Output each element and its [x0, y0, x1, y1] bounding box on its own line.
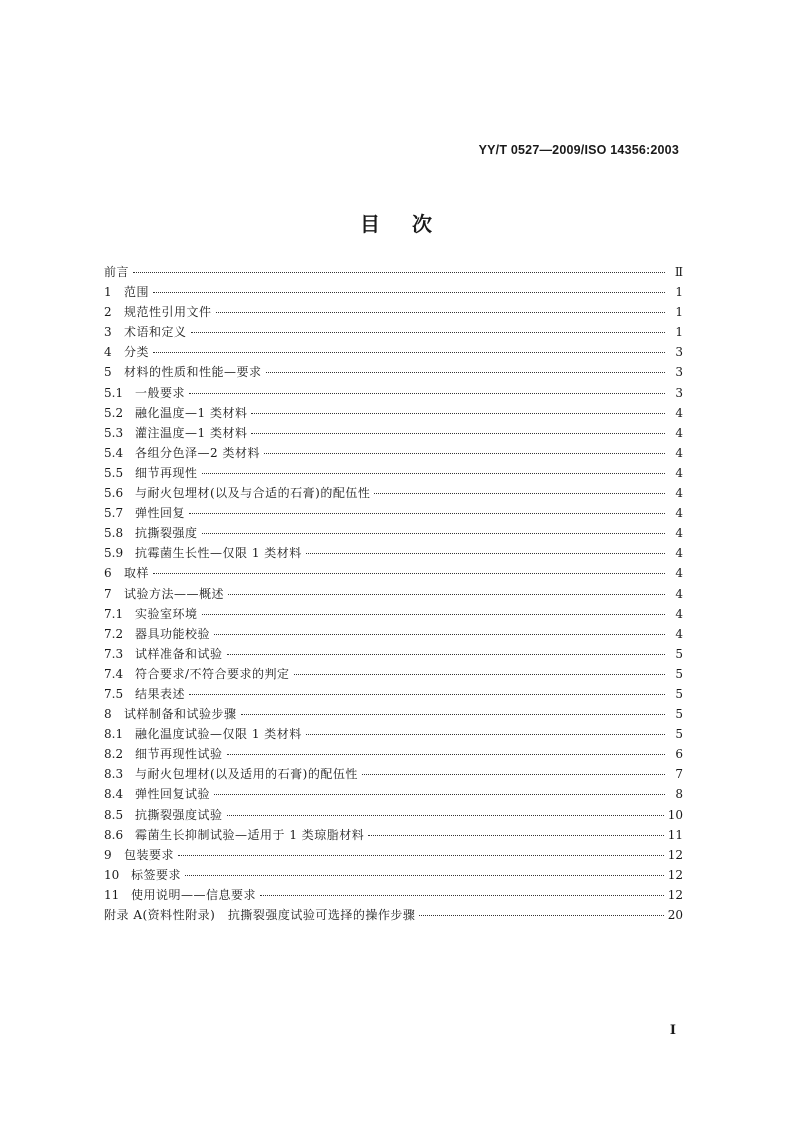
toc-entry-title: 前言 — [104, 265, 130, 279]
toc-entry-title: 试样准备和试验 — [135, 646, 223, 661]
toc-entry-title: 细节再现性试验 — [135, 747, 223, 762]
toc-leader-dots — [294, 674, 665, 675]
toc-leader-dots — [306, 734, 665, 735]
toc-entry[interactable] — [104, 865, 683, 885]
toc-entry-title: 细节再现性 — [135, 465, 198, 480]
toc-entry[interactable] — [104, 483, 683, 503]
toc-entry-title: 试验方法——概述 — [124, 586, 225, 601]
toc-entry-title: 结果表述 — [135, 686, 186, 701]
toc-entry-number: 7.5 — [104, 686, 124, 701]
toc-entry-number: 5.3 — [104, 425, 124, 440]
toc-entry-page: 3 — [675, 385, 683, 400]
toc-entry-page: 5 — [675, 727, 683, 742]
toc-entry-title: 各组分色泽—2 类材料 — [135, 445, 260, 460]
toc-entry-title: 标签要求 — [131, 867, 182, 882]
toc-entry-page: 4 — [675, 506, 683, 521]
toc-leader-dots — [153, 573, 665, 574]
toc-entry-title: 灌注温度—1 类材料 — [135, 425, 248, 440]
toc-entry-title: 抗撕裂强度 — [135, 526, 198, 541]
toc-entry-number: 8.4 — [104, 787, 124, 802]
toc-entry-page: 1 — [675, 305, 683, 320]
toc-entry-number: 5.2 — [104, 405, 124, 420]
toc-entry-number: 7.1 — [104, 606, 124, 621]
toc-entry-title: 霉菌生长抑制试验—适用于 1 类琼脂材料 — [135, 827, 365, 842]
toc-leader-dots — [419, 915, 663, 916]
toc-leader-dots — [251, 433, 665, 434]
toc-entry-title: 弹性回复 — [135, 506, 186, 521]
toc-leader-dots — [251, 413, 665, 414]
toc-entry-number: 10 — [104, 867, 120, 882]
toc-entry-page: 4 — [675, 546, 683, 561]
toc-leader-dots — [189, 513, 665, 514]
toc-entry[interactable] — [104, 423, 683, 443]
toc-entry-page: 5 — [675, 666, 683, 681]
toc-entry-page: 7 — [675, 767, 683, 782]
toc-entry-number: 5.1 — [104, 385, 124, 400]
toc-entry-title: 分类 — [124, 345, 150, 360]
toc-leader-dots — [214, 794, 665, 795]
title-char-1: 目 — [360, 212, 380, 236]
toc-leader-dots — [227, 815, 664, 816]
toc-leader-dots — [306, 553, 665, 554]
toc-entry-number: 1 — [104, 285, 112, 300]
title-char-2: 次 — [412, 212, 432, 236]
toc-entry-title: 与耐火包埋材(以及与合适的石膏)的配伍性 — [135, 486, 371, 501]
toc-leader-dots — [266, 372, 665, 373]
toc-leader-dots — [185, 875, 664, 876]
toc-entry-number: 7.2 — [104, 626, 124, 641]
toc-leader-dots — [202, 473, 665, 474]
toc-entry-number: 7 — [104, 586, 112, 601]
toc-entry-number: 8.1 — [104, 727, 124, 742]
toc-entry-page: 4 — [675, 465, 683, 480]
toc-entry-page: 4 — [675, 586, 683, 601]
toc-entry-title: 规范性引用文件 — [124, 305, 212, 320]
toc-leader-dots — [189, 393, 665, 394]
toc-entry-page: 12 — [667, 887, 683, 902]
toc-leader-dots — [374, 493, 665, 494]
toc-entry[interactable] — [104, 262, 683, 282]
toc-entry-number: 7.3 — [104, 646, 124, 661]
toc-entry-page: Ⅱ — [674, 265, 683, 279]
page-folio: I — [669, 1023, 676, 1038]
toc-leader-dots — [153, 292, 665, 293]
toc-entry-title: 融化温度—1 类材料 — [135, 405, 248, 420]
toc-entry[interactable] — [104, 563, 683, 583]
toc-entry[interactable] — [104, 523, 683, 543]
toc-entry-number: 6 — [104, 566, 112, 581]
toc-entry[interactable] — [104, 704, 683, 724]
toc-entry[interactable] — [104, 744, 683, 764]
toc-entry[interactable] — [104, 784, 683, 804]
toc-entry-page: 20 — [667, 908, 683, 922]
toc-leader-dots — [228, 594, 665, 595]
toc-entry[interactable] — [104, 764, 683, 784]
toc-leader-dots — [214, 634, 665, 635]
toc-entry-title: 器具功能校验 — [135, 626, 211, 641]
toc-entry[interactable] — [104, 342, 683, 362]
toc-entry-number: 8.2 — [104, 747, 124, 762]
toc-entry-page: 11 — [667, 827, 683, 842]
toc-entry-title: 弹性回复试验 — [135, 787, 211, 802]
toc-entry[interactable] — [104, 624, 683, 644]
toc-entry-page: 4 — [675, 486, 683, 501]
toc-entry-title: 使用说明——信息要求 — [131, 887, 257, 902]
toc-entry[interactable] — [104, 805, 683, 825]
toc-entry-page: 5 — [675, 686, 683, 701]
table-of-contents — [104, 262, 683, 925]
toc-leader-dots — [227, 654, 665, 655]
toc-entry[interactable] — [104, 503, 683, 523]
toc-entry-page: 4 — [675, 626, 683, 641]
toc-entry[interactable] — [104, 463, 683, 483]
toc-entry-number: 11 — [104, 887, 120, 902]
toc-entry-page: 1 — [675, 325, 683, 340]
toc-entry-number: 9 — [104, 847, 112, 862]
toc-leader-dots — [153, 352, 665, 353]
toc-entry[interactable] — [104, 362, 683, 382]
toc-entry-page: 4 — [675, 445, 683, 460]
toc-entry[interactable] — [104, 543, 683, 563]
toc-entry-title: 包装要求 — [124, 847, 175, 862]
toc-entry-page: 12 — [667, 847, 683, 862]
toc-entry-title: 附录 A(资料性附录) 抗撕裂强度试验可选择的操作步骤 — [104, 908, 416, 922]
toc-entry-title: 抗霉菌生长性—仅限 1 类材料 — [135, 546, 302, 561]
toc-leader-dots — [260, 895, 664, 896]
toc-entry[interactable] — [104, 322, 683, 342]
toc-entry-number: 5.7 — [104, 506, 124, 521]
toc-entry[interactable] — [104, 604, 683, 624]
toc-leader-dots — [191, 332, 665, 333]
toc-entry-page: 4 — [675, 566, 683, 581]
toc-entry-title: 试样制备和试验步骤 — [124, 707, 237, 722]
toc-entry-title: 符合要求/不符合要求的判定 — [135, 666, 290, 681]
toc-leader-dots — [241, 714, 665, 715]
toc-entry[interactable] — [104, 885, 683, 905]
toc-entry-number: 5 — [104, 365, 112, 380]
toc-entry[interactable] — [104, 383, 683, 403]
toc-entry[interactable] — [104, 724, 683, 744]
toc-entry[interactable] — [104, 403, 683, 423]
toc-entry-number: 2 — [104, 305, 112, 320]
toc-entry[interactable] — [104, 905, 683, 925]
toc-leader-dots — [202, 614, 665, 615]
toc-entry-number: 8.5 — [104, 807, 124, 822]
toc-entry-number: 3 — [104, 325, 112, 340]
standard-code: YY/T 0527—2009/ISO 14356:2003 — [478, 143, 679, 157]
toc-entry-title: 取样 — [124, 566, 150, 581]
toc-leader-dots — [227, 754, 665, 755]
toc-entry[interactable] — [104, 825, 683, 845]
toc-entry-title: 材料的性质和性能—要求 — [124, 365, 262, 380]
toc-entry-page: 3 — [675, 365, 683, 380]
toc-entry-title: 与耐火包埋材(以及适用的石膏)的配伍性 — [135, 767, 358, 782]
toc-entry[interactable] — [104, 302, 683, 322]
toc-entry-page: 10 — [667, 807, 683, 822]
toc-entry-page: 12 — [667, 867, 683, 882]
toc-leader-dots — [216, 312, 665, 313]
toc-entry-title: 抗撕裂强度试验 — [135, 807, 223, 822]
toc-leader-dots — [362, 774, 665, 775]
toc-entry-page: 5 — [675, 707, 683, 722]
toc-entry-number: 8 — [104, 707, 112, 722]
toc-leader-dots — [368, 835, 663, 836]
toc-entry-title: 范围 — [124, 285, 150, 300]
toc-entry[interactable] — [104, 664, 683, 684]
toc-entry-number: 5.5 — [104, 465, 124, 480]
toc-entry-number: 5.9 — [104, 546, 124, 561]
toc-entry-number: 5.6 — [104, 486, 124, 501]
toc-entry[interactable] — [104, 684, 683, 704]
toc-leader-dots — [133, 272, 665, 273]
toc-entry-title: 实验室环境 — [135, 606, 198, 621]
toc-entry-page: 6 — [675, 747, 683, 762]
toc-entry-number: 5.4 — [104, 445, 124, 460]
toc-entry-page: 4 — [675, 405, 683, 420]
toc-entry[interactable] — [104, 443, 683, 463]
page-title — [0, 208, 792, 237]
toc-entry[interactable] — [104, 845, 683, 865]
toc-entry-number: 7.4 — [104, 666, 124, 681]
toc-entry-page: 5 — [675, 646, 683, 661]
toc-entry-page: 1 — [675, 285, 683, 300]
toc-entry[interactable] — [104, 644, 683, 664]
toc-entry-page: 4 — [675, 606, 683, 621]
toc-entry-page: 8 — [675, 787, 683, 802]
toc-entry-number: 8.6 — [104, 827, 124, 842]
toc-entry-page: 4 — [675, 425, 683, 440]
toc-entry-title: 一般要求 — [135, 385, 186, 400]
toc-leader-dots — [264, 453, 665, 454]
toc-entry-number: 5.8 — [104, 526, 124, 541]
toc-entry[interactable] — [104, 282, 683, 302]
toc-entry-page: 3 — [675, 345, 683, 360]
toc-leader-dots — [202, 533, 665, 534]
toc-entry-number: 8.3 — [104, 767, 124, 782]
toc-leader-dots — [189, 694, 665, 695]
toc-entry[interactable] — [104, 584, 683, 604]
toc-leader-dots — [178, 855, 664, 856]
toc-entry-title: 融化温度试验—仅限 1 类材料 — [135, 727, 302, 742]
toc-entry-title: 术语和定义 — [124, 325, 187, 340]
toc-entry-page: 4 — [675, 526, 683, 541]
toc-entry-number: 4 — [104, 345, 112, 360]
